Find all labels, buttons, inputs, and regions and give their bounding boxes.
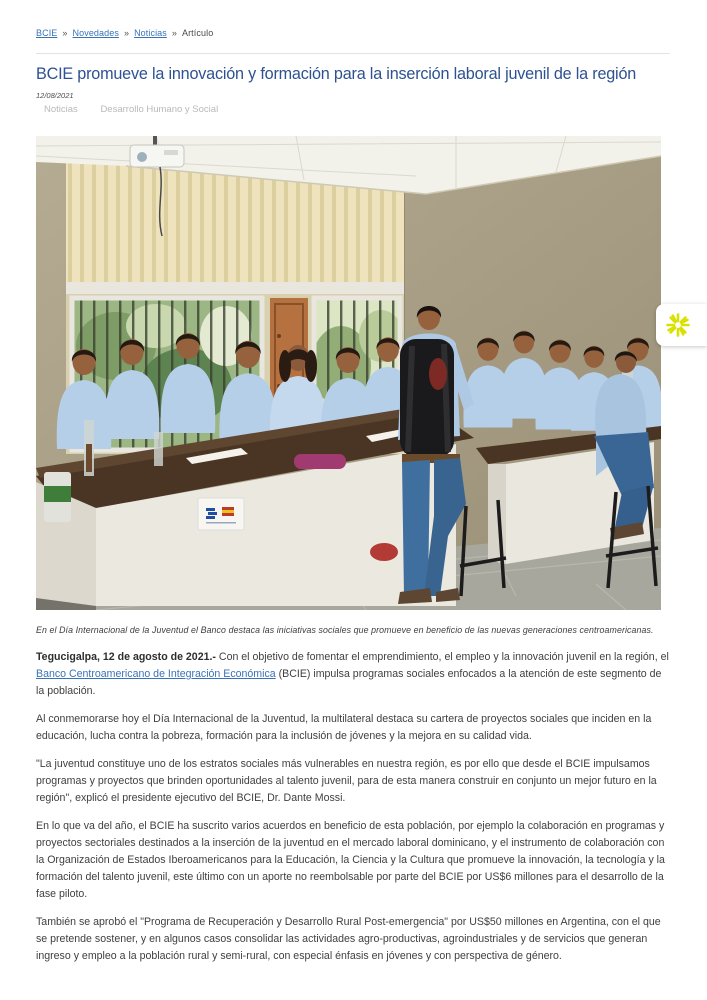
breadcrumb-separator: » — [62, 28, 68, 38]
article-photo — [36, 136, 661, 610]
article-tags — [44, 104, 238, 115]
classroom-photo-illustration — [36, 136, 661, 610]
breadcrumb-current: Artículo — [181, 28, 214, 38]
asterisk-icon — [666, 313, 690, 337]
article-date: 12/08/2021 — [36, 91, 74, 100]
paragraph-3: "La juventud constituye uno de los estratos sociales más vulnerables en nuestra región, es por ello que desde el BCIE impulsamos programas y proyectos que brinden oportunidades al talento juvenil, para de esta manera construir en conjunto un mejor futuro en la región", explicó el presidente ejecutivo del BCIE, Dr. Dante Mossi. — [36, 758, 657, 804]
photo-table-logo-sticker — [198, 498, 244, 530]
article-body — [36, 649, 672, 976]
bcie-link[interactable]: Banco Centroamericano de Integración Económica — [36, 668, 276, 680]
tag-desarrollo-humano[interactable]: Desarrollo Humano y Social — [100, 104, 219, 115]
breadcrumb-link-bcie[interactable]: BCIE — [36, 28, 58, 38]
accessibility-widget-tab[interactable] — [656, 304, 707, 346]
breadcrumb-divider — [36, 53, 670, 54]
paragraph-1 — [36, 649, 672, 700]
page-title: BCIE promueve la innovación y formación para la inserción laboral juvenil de la región — [36, 65, 637, 83]
photo-caption: En el Día Internacional de la Juventud el Banco destaca las iniciativas sociales que promueve en beneficio de las nuevas generaciones centroamericanas. — [36, 625, 654, 635]
breadcrumb-separator: » — [123, 28, 130, 38]
paragraph-1-text-a: Con el objetivo de fomentar el emprendimiento, el empleo y la innovación juvenil en la región, el — [215, 651, 669, 663]
paragraph-5: También se aprobó el "Programa de Recuperación y Desarrollo Rural Post-emergencia" por US$50 millones en Argentina, con el que se pretende sostener, y en algunos casos consolidar las actividades agro-productivas, agroindustriales y de servicios que generan ingreso y empleo a la población rural y semi-rural, con especial énfasis en jóvenes y con perspectiva de género. — [36, 916, 661, 962]
breadcrumb-separator: » — [171, 28, 177, 38]
breadcrumb-link-noticias[interactable]: Noticias — [134, 28, 167, 38]
paragraph-1-text-b: (BCIE) impulsa programas sociales enfocados a la atención de este segmento de la población. — [36, 668, 662, 697]
breadcrumb-link-novedades[interactable]: Novedades — [72, 28, 119, 38]
breadcrumb — [36, 28, 213, 38]
paragraph-4: En lo que va del año, el BCIE ha suscrito varios acuerdos en beneficio de esta población, por ejemplo la colaboración en programas y proyectos sectoriales destinados a la inserción de la juventud en el mercado laboral dominicano, y el instrumento de colaboración con la Organización de Estados Iberoamericanos para la Educación, la Ciencia y la Cultura que promueve la innovación, la tecnología y la formación del talento juvenil, este último con un aporte no reembolsable por parte del BCIE por US$6 millones para el desarrollo de la fase piloto. — [36, 820, 665, 900]
paragraph-1-lead: Tegucigalpa, 12 de agosto de 2021.- — [36, 651, 216, 663]
paragraph-2: Al conmemorarse hoy el Día Internacional de la Juventud, la multilateral destaca su cartera de proyectos sociales que inciden en la educación, lucha contra la pobreza, formación para la inclusión de jóvenes y la mejora en su calidad vida. — [36, 713, 652, 742]
tag-noticias[interactable]: Noticias — [44, 104, 78, 115]
